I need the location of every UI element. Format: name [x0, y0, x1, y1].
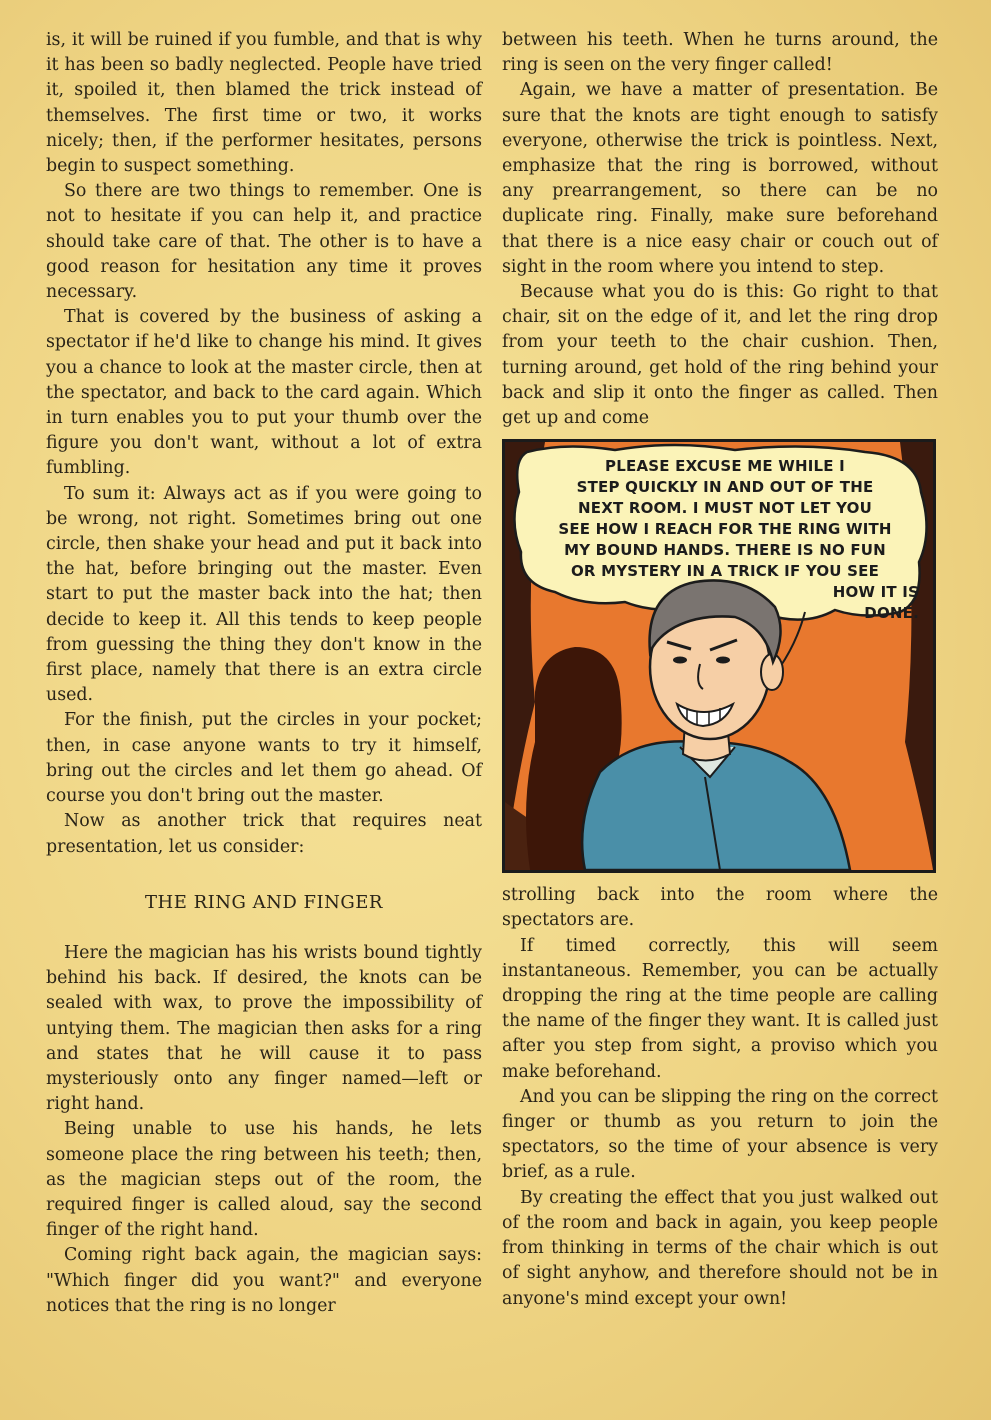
eye-right	[716, 657, 730, 664]
left-column	[46, 28, 482, 1319]
paragraph: For the finish, put the circles in your pocket; then, in case anyone wants to try it himself, bring out the circles and let them go ahead. Of course you don't bring out the master.	[46, 710, 482, 807]
eye-left	[673, 657, 687, 664]
right-column	[502, 28, 938, 1312]
balloon-line: STEP QUICKLY IN AND OUT OF THE	[576, 478, 874, 497]
comic-panel	[502, 439, 936, 873]
paragraph: Coming right back again, the magician says: "Which finger did you want?" and everyone notices that the ring is no longer	[46, 1245, 482, 1316]
paragraph: Being unable to use his hands, he lets someone place the ring between his teeth; then, as the magician steps out of the room, the required finger is called aloud, say the second finger of the right hand.	[46, 1119, 482, 1241]
balloon-line: SEE HOW I REACH FOR THE RING WITH	[558, 520, 892, 539]
balloon-line: HOW IT IS	[832, 583, 919, 602]
section-heading: THE RING AND FINGER	[145, 891, 383, 913]
balloon-line: DONE.	[864, 604, 919, 623]
balloon-line: NEXT ROOM. I MUST NOT LET YOU	[578, 499, 872, 518]
paragraph: And you can be slipping the ring on the correct finger or thumb as you return to join the spectators, so the time of your absence is very brief, as a rule.	[502, 1086, 938, 1183]
paragraph: Now as another trick that requires neat presentation, let us consider:	[46, 811, 482, 857]
paragraph: By creating the effect that you just walked out of the room and back in again, you keep people from thinking in terms of the chair which is out of sight anyhow, and therefore should not be in anyone's mind except your own!	[502, 1187, 938, 1309]
paragraph: is, it will be ruined if you fumble, and that is why it has been so badly neglected. People have tried it, spoiled it, then blamed the trick instead of themselves. The first time or two, it works nicely; then, if the performer hesitates, persons begin to suspect something.	[46, 30, 482, 177]
paragraph: Here the magician has his wrists bound tightly behind his back. If desired, the knots can be sealed with wax, to prove the impossibility of untying them. The magician then asks for a ring and states that he will cause it to pass mysteriously onto any finger named—left or right hand.	[46, 942, 482, 1115]
paragraph: To sum it: Always act as if you were going to be wrong, not right. Sometimes bring out one circle, then shake your head and put it back into the hat, before bringing out the master. Even start to put the master back into the hat; then decide to keep it. All this tends to keep people from guessing the thing they don't know in the first place, namely that there is an extra circle used.	[46, 483, 482, 706]
paragraph: between his teeth. When he turns around, the ring is seen on the very finger called!	[502, 30, 938, 76]
paragraph: So there are two things to remember. One is not to hesitate if you can help it, and practice should take care of that. The other is to have a good reason for hesitation any time it proves necessary.	[46, 181, 482, 303]
paragraph: If timed correctly, this will seem instantaneous. Remember, you can be actually dropping the ring at the time people are calling the name of the finger they want. It is called just after you step from sight, a proviso which you make beforehand.	[502, 935, 938, 1082]
balloon-line: MY BOUND HANDS. THERE IS NO FUN	[564, 541, 886, 560]
paragraph: Because what you do is this: Go right to that chair, sit on the edge of it, and let the ring drop from your teeth to the chair cushion. Then, turning around, get hold of the ring behind your back and slip it onto the finger as called. Then get up and come	[502, 282, 938, 429]
balloon-text	[523, 456, 927, 624]
paragraph: That is covered by the business of asking a spectator if he'd like to change his mind. It gives you a chance to look at the master circle, then at the spectator, and back to the card again. Which in turn enables you to put your thumb over the figure you don't want, without a lot of extra fumbling.	[46, 307, 482, 479]
balloon-line: PLEASE EXCUSE ME WHILE I	[605, 457, 845, 476]
paragraph: Again, we have a matter of presentation. Be sure that the knots are tight enough to satisfy everyone, otherwise the trick is pointless. Next, emphasize that the ring is borrowed, without any prearrangement, so there can be no duplicate ring. Finally, make sure beforehand that there is a nice easy chair or couch out of sight in the room where you intend to step.	[502, 80, 938, 277]
paragraph: strolling back into the room where the spectators are.	[502, 885, 938, 931]
balloon-line: OR MYSTERY IN A TRICK IF YOU SEE	[570, 562, 880, 581]
